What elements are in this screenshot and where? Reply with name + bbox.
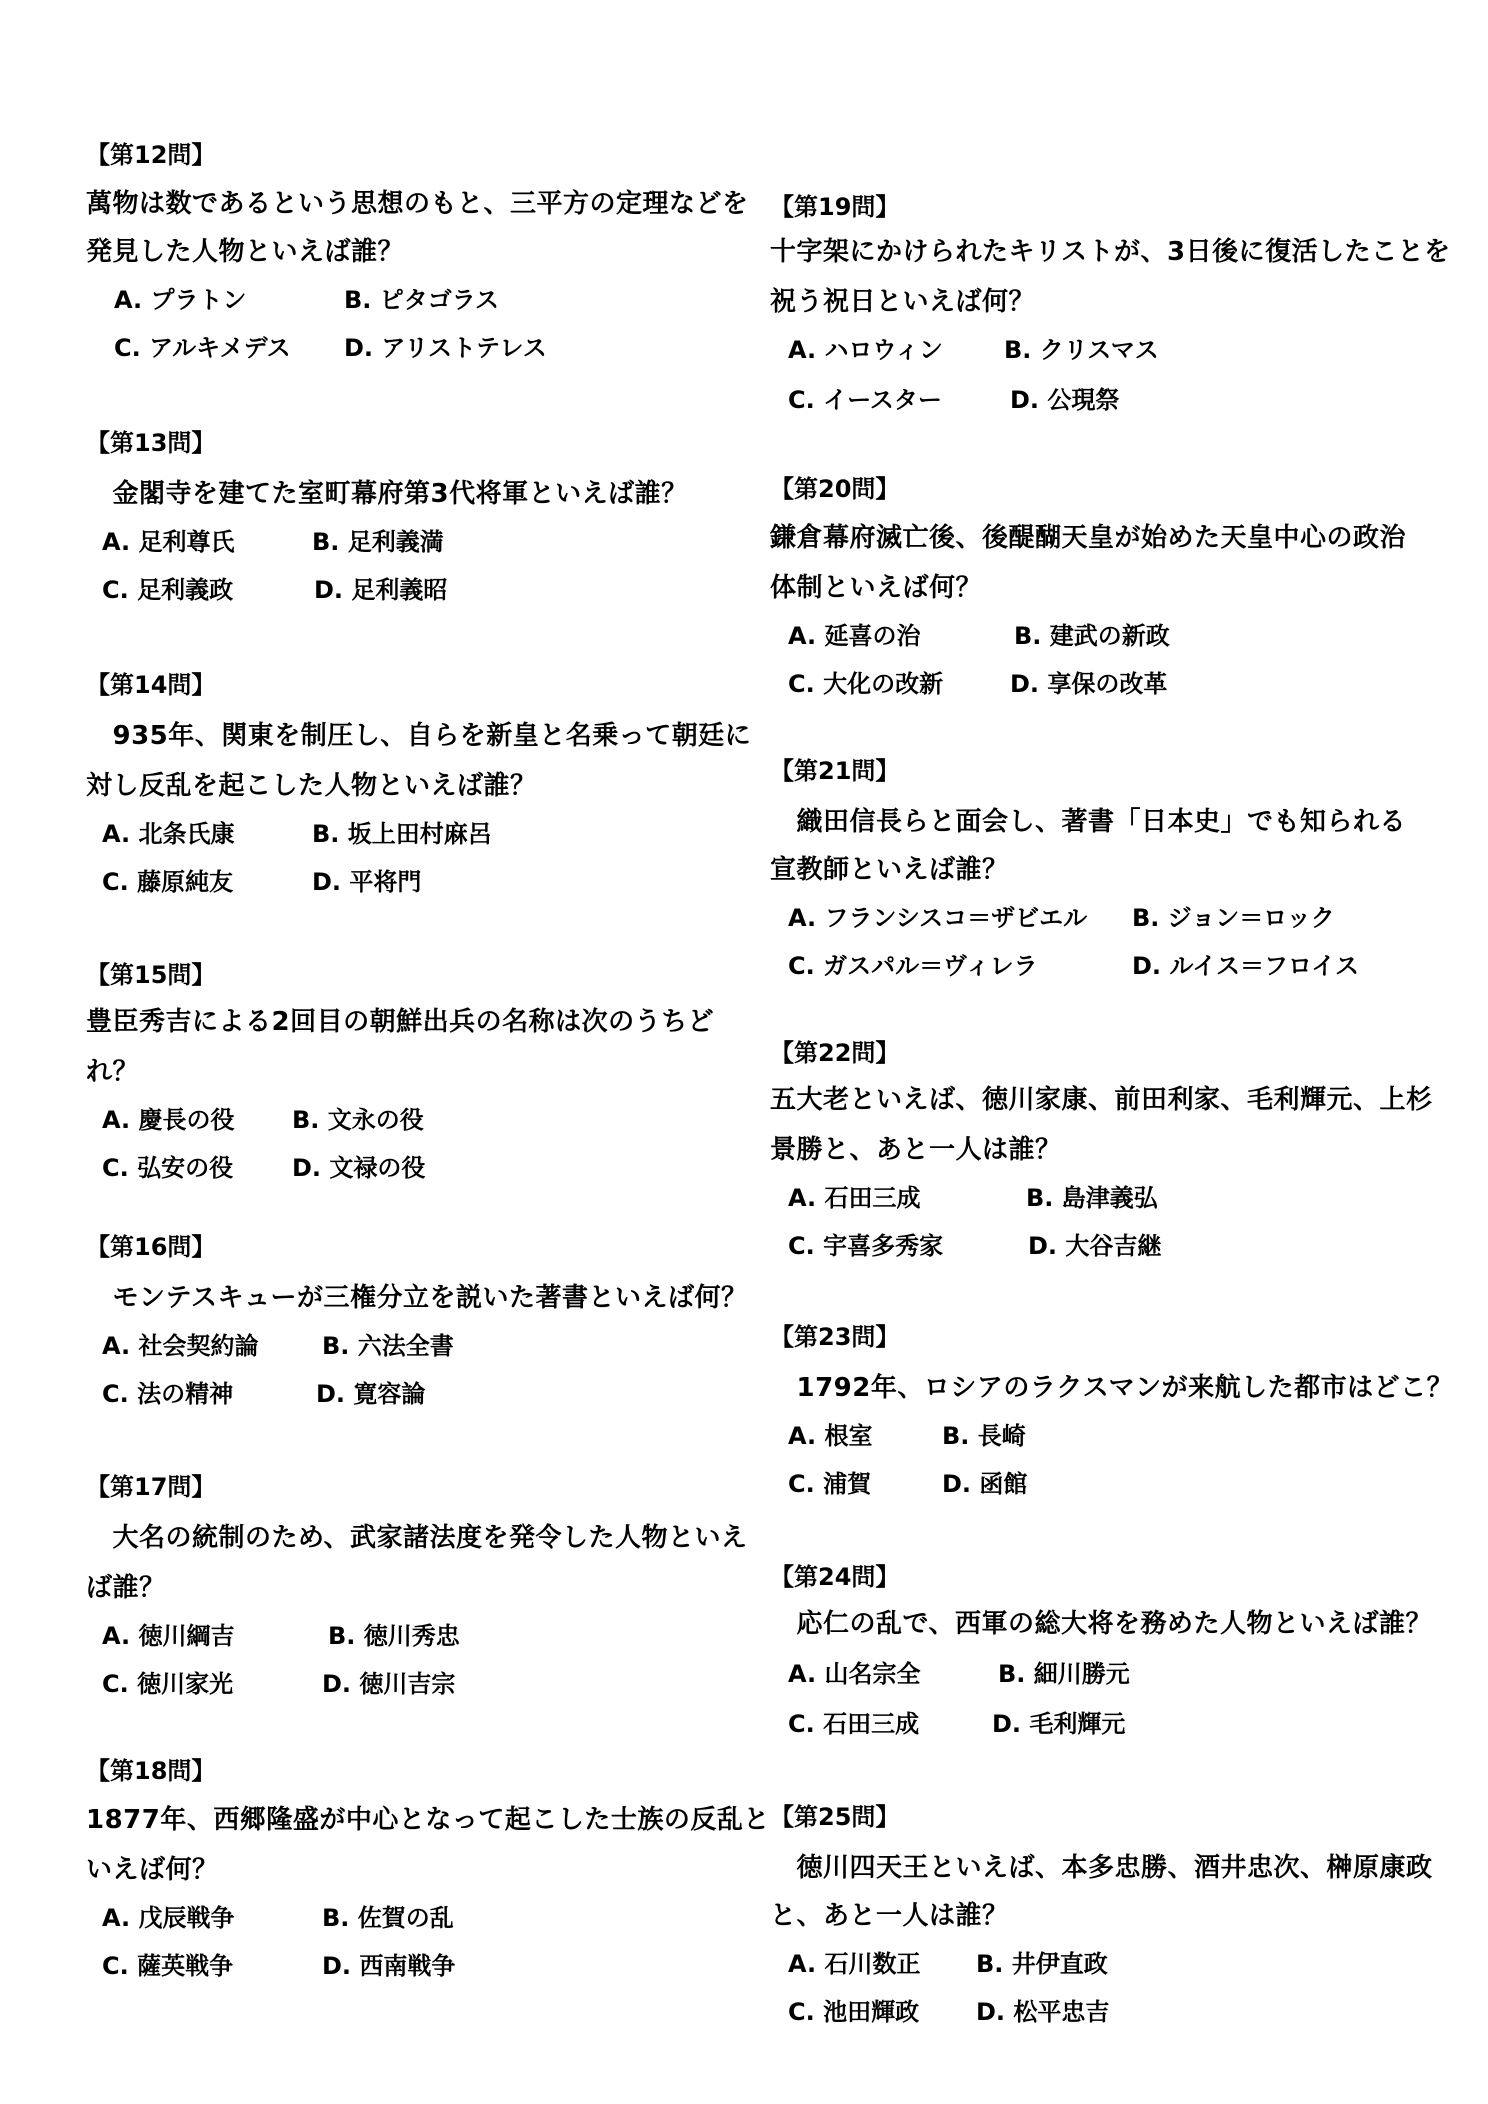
question-text-line: 宣教師といえば誰？ [770,855,1009,885]
answer-option-a: A. 足利尊氏 [102,528,235,556]
answer-option-d: D. 平将門 [312,868,422,896]
question-number: 【第18問】 [86,1757,216,1785]
answer-option-c: C. 池田輝政 [788,1998,920,2026]
question-text-line: 鎌倉幕府滅亡後、後醍醐天皇が始めた天皇中心の政治 [770,523,1407,553]
answer-option-b: B. 細川勝元 [998,1660,1130,1688]
answer-option-c: C. 浦賀 [788,1470,872,1498]
answer-option-d: D. 享保の改革 [1010,670,1168,698]
answer-option-c: C. 法の精神 [102,1380,234,1408]
answer-option-b: B. クリスマス [1004,336,1159,364]
question-text-line: 十字架にかけられたキリストが、3日後に復活したことを [770,237,1451,267]
answer-option-c: C. 宇喜多秀家 [788,1232,944,1260]
answer-option-a: A. 石川数正 [788,1950,921,1978]
question-number: 【第17問】 [86,1473,216,1501]
answer-option-a: A. 石田三成 [788,1184,921,1212]
answer-option-a: A. 社会契約論 [102,1332,259,1360]
answer-option-b: B. ピタゴラス [344,286,500,314]
question-text-line: 景勝と、あと一人は誰？ [770,1135,1062,1165]
question-number: 【第22問】 [770,1039,900,1067]
answer-option-d: D. 寛容論 [316,1380,426,1408]
question-text-line: 祝う祝日といえば何？ [770,287,1036,317]
answer-option-c: C. イースター [788,386,942,414]
answer-option-a: A. 徳川綱吉 [102,1622,235,1650]
question-text-line: と、あと一人は誰？ [770,1901,1009,1931]
question-number: 【第24問】 [770,1563,900,1591]
question-number: 【第15問】 [86,961,216,989]
answer-option-d: D. 徳川吉宗 [322,1670,456,1698]
question-number: 【第16問】 [86,1233,216,1261]
answer-option-a: A. 延喜の治 [788,622,921,650]
answer-option-b: B. 坂上田村麻呂 [312,820,492,848]
answer-option-b: B. 徳川秀忠 [328,1622,460,1650]
answer-option-a: A. 慶長の役 [102,1106,235,1134]
answer-option-b: B. 島津義弘 [1026,1184,1158,1212]
question-text-line: 発見した人物といえば誰？ [86,237,405,267]
question-text-line: モンテスキューが三権分立を説いた著書といえば何？ [86,1283,748,1313]
answer-option-c: C. 大化の改新 [788,670,944,698]
question-text-line: れ？ [86,1057,140,1087]
answer-option-d: D. アリストテレス [344,334,547,362]
question-text-line: 金閣寺を建てた室町幕府第3代将軍といえば誰？ [86,479,688,509]
question-number: 【第14問】 [86,671,216,699]
answer-option-c: C. アルキメデス [114,334,291,362]
answer-option-d: D. 西南戦争 [322,1952,456,1980]
question-number: 【第13問】 [86,429,216,457]
answer-option-b: B. 建武の新政 [1014,622,1170,650]
answer-option-d: D. ルイス＝フロイス [1132,952,1359,980]
answer-option-d: D. 大谷吉継 [1028,1232,1162,1260]
question-number: 【第21問】 [770,757,900,785]
answer-option-a: A. 北条氏康 [102,820,235,848]
answer-option-b: B. 佐賀の乱 [322,1904,454,1932]
answer-option-a: A. 根室 [788,1422,873,1450]
left-column [86,0,786,2104]
answer-option-d: D. 松平忠吉 [976,1998,1110,2026]
question-number: 【第20問】 [770,475,900,503]
question-text-line: 1877年、西郷隆盛が中心となって起こした士族の反乱と [86,1805,770,1835]
answer-option-c: C. 足利義政 [102,576,234,604]
question-text-line: 萬物は数であるという思想のもと、三平方の定理などを [86,189,749,219]
question-text-line: いえば何？ [86,1855,219,1885]
answer-option-c: C. 藤原純友 [102,868,234,896]
answer-option-d: D. 函館 [942,1470,1028,1498]
answer-option-c: C. 弘安の役 [102,1154,234,1182]
question-text-line: 織田信長らと面会し、著書「日本史」でも知られる [770,807,1407,837]
answer-option-b: B. 足利義満 [312,528,444,556]
question-text-line: 935年、関東を制圧し、自らを新皇と名乗って朝廷に [86,721,752,751]
answer-option-b: B. ジョン＝ロック [1132,904,1335,932]
question-text-line: 応仁の乱で、西軍の総大将を務めた人物といえば誰？ [770,1609,1432,1639]
question-text-line: ば誰？ [86,1573,166,1603]
answer-option-d: D. 公現祭 [1010,386,1120,414]
answer-option-d: D. 足利義昭 [314,576,448,604]
question-number: 【第23問】 [770,1323,900,1351]
question-text-line: 1792年、ロシアのラクスマンが来航した都市はどこ？ [770,1373,1454,1403]
answer-option-d: D. 文禄の役 [292,1154,426,1182]
question-text-line: 五大老といえば、徳川家康、前田利家、毛利輝元、上杉 [770,1085,1433,1115]
question-text-line: 豊臣秀吉による2回目の朝鮮出兵の名称は次のうちど [86,1007,715,1037]
answer-option-c: C. ガスパル＝ヴィレラ [788,952,1038,980]
question-number: 【第19問】 [770,193,900,221]
answer-option-a: A. ハロウィン [788,336,944,364]
question-text-line: 対し反乱を起こした人物といえば誰？ [86,771,537,801]
answer-option-c: C. 石田三成 [788,1710,920,1738]
answer-option-c: C. 徳川家光 [102,1670,234,1698]
answer-option-a: A. プラトン [114,286,247,314]
answer-option-c: C. 薩英戦争 [102,1952,234,1980]
right-column [770,0,1470,2104]
answer-option-b: B. 長崎 [942,1422,1026,1450]
answer-option-b: B. 文永の役 [292,1106,424,1134]
question-number: 【第25問】 [770,1803,900,1831]
question-text-line: 体制といえば何？ [770,573,983,603]
question-text-line: 大名の統制のため、武家諸法度を発令した人物といえ [86,1523,748,1553]
answer-option-b: B. 井伊直政 [976,1950,1108,1978]
answer-option-b: B. 六法全書 [322,1332,454,1360]
answer-option-d: D. 毛利輝元 [992,1710,1126,1738]
answer-option-a: A. 山名宗全 [788,1660,921,1688]
answer-option-a: A. 戊辰戦争 [102,1904,235,1932]
question-text-line: 徳川四天王といえば、本多忠勝、酒井忠次、榊原康政 [770,1853,1433,1883]
question-number: 【第12問】 [86,141,216,169]
answer-option-a: A. フランシスコ＝ザビエル [788,904,1088,932]
